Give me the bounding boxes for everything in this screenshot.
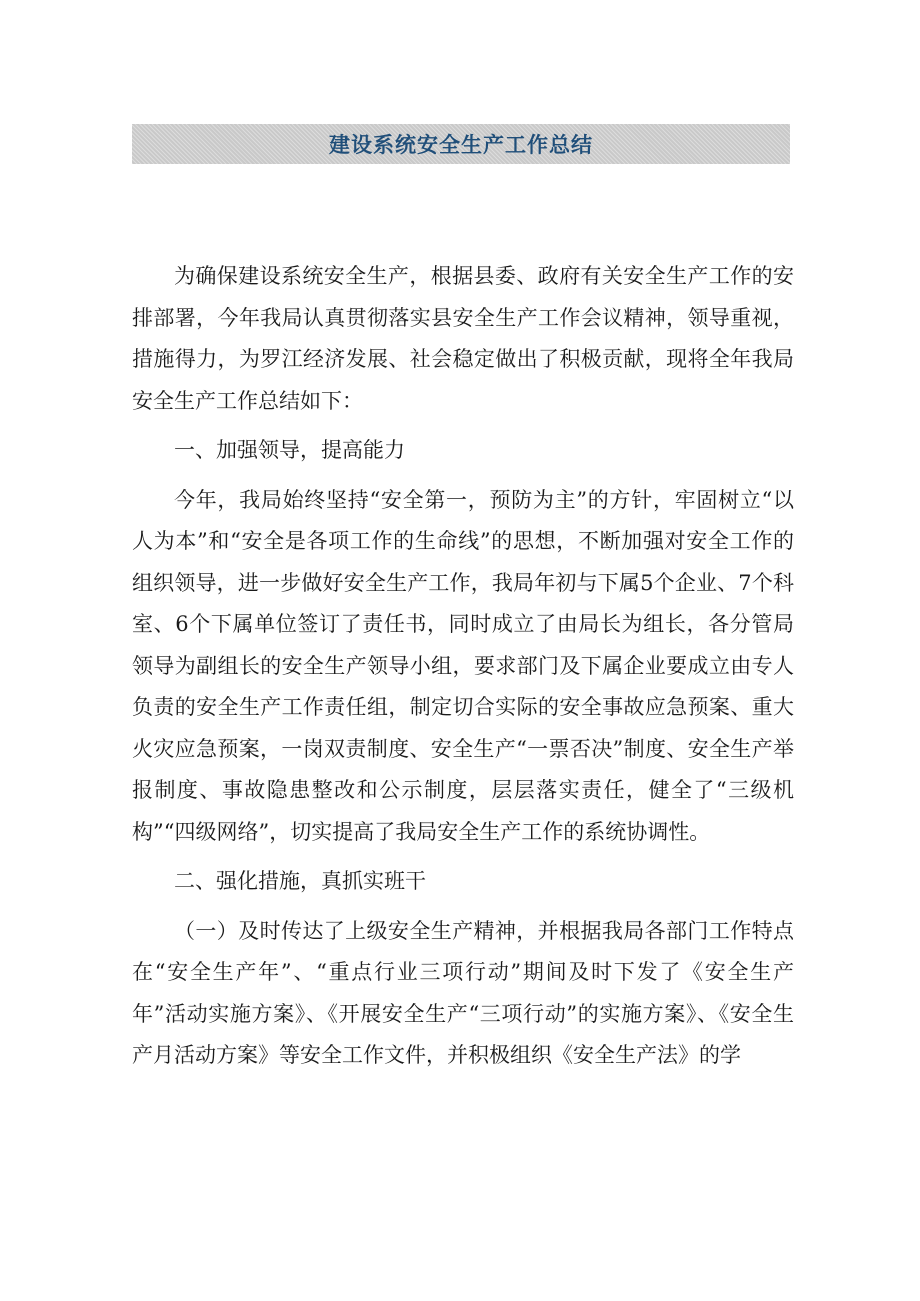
document-title: 建设系统安全生产工作总结 — [329, 133, 593, 157]
section-heading-1: 一、加强领导，提高能力 — [174, 438, 405, 462]
section-1-paragraph: 今年，我局始终坚持“安全第一，预防为主”的方针，牢固树立“以人为本”和“安全是各项工作的生命线”的思想，不断加强对安全工作的组织领导，进一步做好安全生产工作，我局年初与下属5个企业、7个科室、6个下属单位签订了责任书，同时成立了由局长为组长，各分管局领导为副组长的安全生产领导小组，要求部门及下属企业要成立由专人负责的安全生产工作责任组，制定切合实际的安全事故应急预案、重大火灾应急预案，一岗双责制度、安全生产“一票否决”制度、安全生产举报制度、事故隐患整改和公示制度，层层落实责任，健全了“三级机构”“四级网络”，切实提高了我局安全生产工作的系统协调性。 — [132, 487, 794, 844]
section-2-subparagraph-1: （一）及时传达了上级安全生产精神，并根据我局各部门工作特点在“安全生产年”、“重点行业三项行动”期间及时下发了《安全生产年”活动实施方案》、《开展安全生产“三项行动”的实施方案》、《安全生产月活动方案》等安全工作文件，并积极组织《安全生产法》的学 — [132, 918, 794, 1067]
title-banner — [132, 124, 790, 164]
section-heading-2: 二、强化措施，真抓实班干 — [174, 869, 426, 893]
intro-paragraph: 为确保建设系统安全生产，根据县委、政府有关安全生产工作的安排部署，今年我局认真贯彻落实县安全生产工作会议精神，领导重视，措施得力，为罗江经济发展、社会稳定做出了积极贡献，现将全年我局安全生产工作总结如下： — [132, 264, 794, 413]
document-body — [132, 256, 794, 1077]
